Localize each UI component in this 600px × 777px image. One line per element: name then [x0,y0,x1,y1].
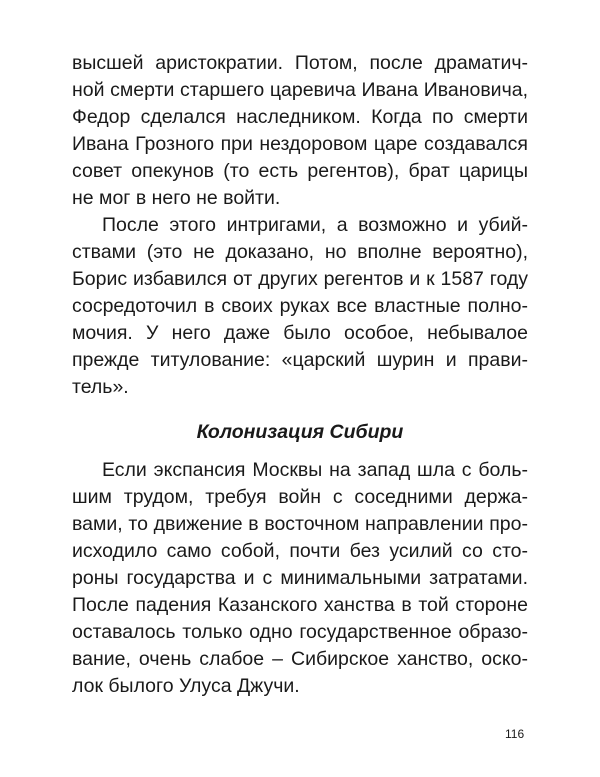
text-line: не мог в него не войти. [72,187,281,209]
page-number: 116 [505,727,525,741]
text-line: сосредоточил в своих руках все властные полно- [72,295,528,317]
text-line: оставалось только одно государственное образо- [72,621,528,643]
text-line: ной смерти старшего царевича Ивана Ивановича, [72,79,528,101]
text-line: Федор сделался наследником. Когда по смерти [72,106,528,128]
text-line: совет опекунов (то есть регентов), брат царицы [72,160,528,182]
text-line: Ивана Грозного при нездоровом царе создавался [72,133,528,155]
text-line: Борис избавился от других регентов и к 1587 году [72,268,528,290]
page-body [72,50,528,700]
section-heading: Колонизация Сибири [196,421,404,443]
text-line: После этого интригами, а возможно и убий- [102,214,528,236]
paragraph-2 [72,212,528,401]
text-line: Если экспансия Москвы на запад шла с боль- [102,459,528,481]
text-line: высшей аристократии. Потом, после драматич- [72,52,528,74]
text-line: вание, очень слабое – Сибирское ханство, оско- [72,648,528,670]
text-line: роны государства и с минимальными затратами. [72,567,528,589]
text-line: тель». [72,376,129,398]
text-line: исходило само собой, почти без усилий со сто- [72,540,528,562]
text-line: вами, то движение в восточном направлении про- [72,513,528,535]
text-line: ствами (это не доказано, но вполне вероятно), [72,241,528,263]
paragraph-3 [72,457,528,700]
text-line: шим трудом, требуя войн с соседними держа- [72,486,528,508]
paragraph-1 [72,50,528,212]
text-line: прежде титулование: «царский шурин и прави- [72,349,528,371]
text-line: После падения Казанского ханства в той стороне [72,594,528,616]
text-line: лок былого Улуса Джучи. [72,675,300,697]
text-line: мочия. У него даже было особое, небывалое [72,322,528,344]
